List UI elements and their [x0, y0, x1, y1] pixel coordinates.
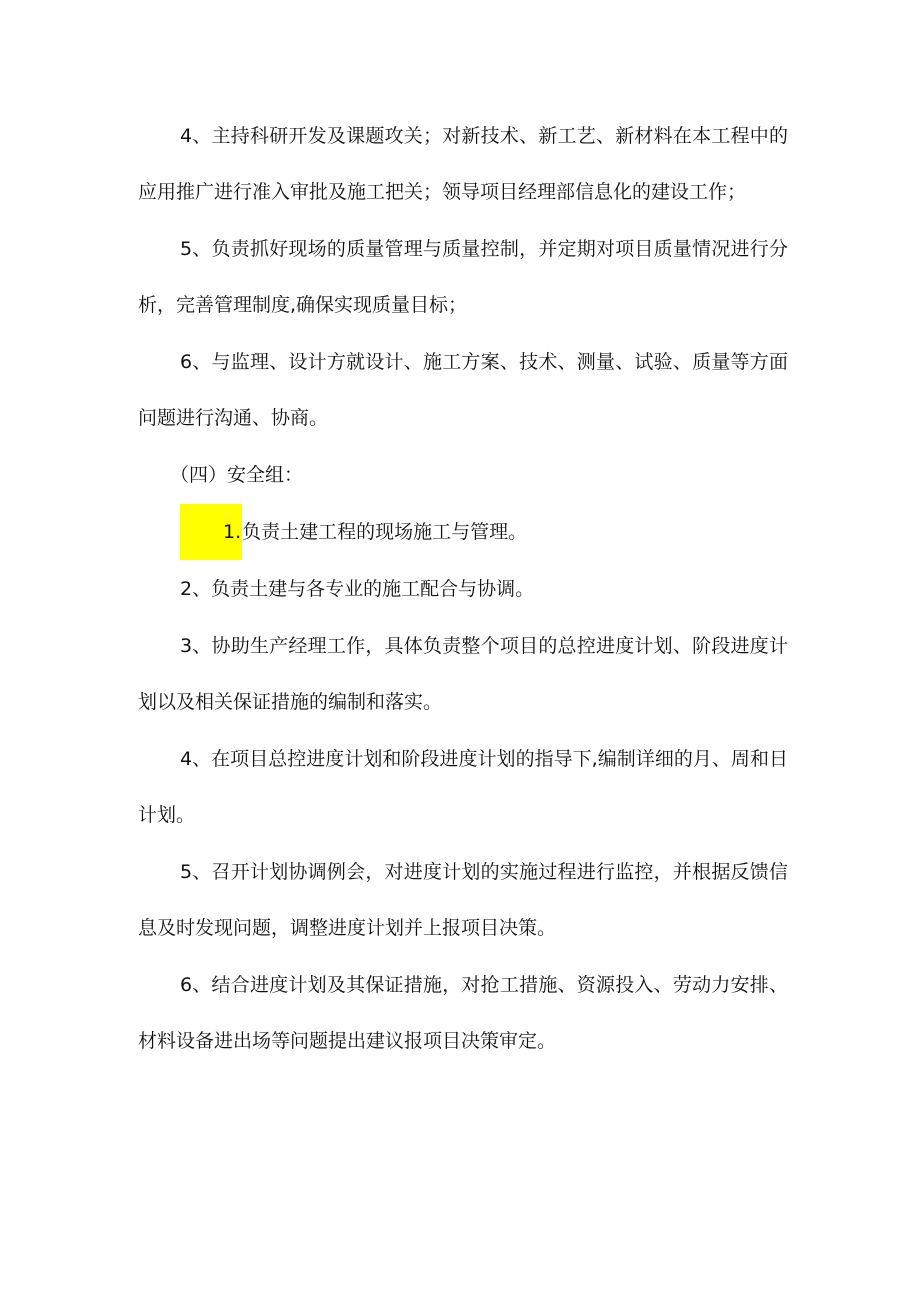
paragraph-item-1 — [138, 504, 788, 560]
paragraph-item-3: 3、协助生产经理工作，具体负责整个项目的总控进度计划、阶段进度计划以及相关保证措施的编制和落实。 — [138, 635, 788, 713]
paragraph-item-6b: 6、结合进度计划及其保证措施，对抢工措施、资源投入、劳动力安排、材料设备进出场等问题提出建议报项目决策审定。 — [138, 974, 788, 1052]
paragraph-item-5: 5、负责抓好现场的质量管理与质量控制，并定期对项目质量情况进行分析，完善管理制度,确保实现质量目标； — [138, 238, 788, 316]
document-body — [138, 108, 788, 1070]
paragraph-item-4b: 4、在项目总控进度计划和阶段进度计划的指导下,编制详细的月、周和日计划。 — [138, 748, 788, 826]
paragraph-item-5b: 5、召开计划协调例会，对进度计划的实施过程进行监控，并根据反馈信息及时发现问题，调整进度计划并上报项目决策。 — [138, 861, 788, 939]
paragraph-item-1-text: 负责土建工程的现场施工与管理。 — [242, 521, 528, 543]
paragraph-item-2: 2、负责土建与各专业的施工配合与协调。 — [180, 578, 535, 600]
paragraph-item-6: 6、与监理、设计方就设计、施工方案、技术、测量、试验、质量等方面问题进行沟通、协商。 — [138, 351, 788, 429]
section-heading-safety-group: （四）安全组： — [170, 464, 304, 486]
highlighted-number: 1. — [180, 504, 242, 560]
paragraph-item-4: 4、主持科研开发及课题攻关；对新技术、新工艺、新材料在本工程中的应用推广进行准入审批及施工把关；领导项目经理部信息化的建设工作； — [138, 125, 788, 203]
